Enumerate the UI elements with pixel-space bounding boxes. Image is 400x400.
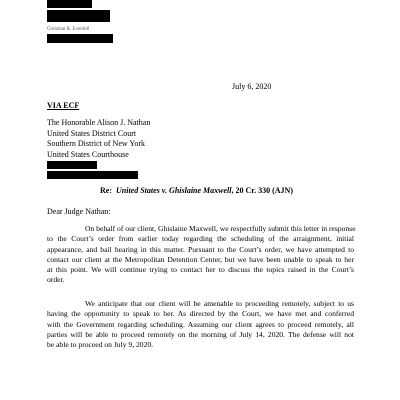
paragraph-line: having the opportunity to speak to her. As directed by the Court, we have met and conferred [47, 309, 354, 319]
subject-line [100, 186, 293, 196]
subject-case-number: , 20 Cr. 330 (AJN) [231, 186, 293, 195]
addressee-line: United States District Court [47, 128, 137, 138]
subject-prefix: Re: [100, 186, 112, 195]
salutation: Dear Judge Nathan: [47, 207, 111, 216]
body-paragraph-2 [47, 299, 354, 350]
redacted-letterhead-contact [47, 34, 113, 43]
paragraph-line: with the Government regarding scheduling. Assuming our client agrees to proceed remotely, all [47, 319, 354, 329]
paragraph-line: parties will be able to proceed remotely on the morning of July 14, 2020. The defense will not [47, 329, 354, 339]
paragraph-line: to the Court’s order from earlier today regarding the scheduling of the arraignment, initial [47, 234, 354, 244]
addressee-line: The Honorable Alison J. Nathan [47, 118, 151, 127]
paragraph-line: contact our client at the Metropolitan Detention Center, but we have been unable to speak to her [47, 254, 354, 264]
body-paragraph-1 [47, 224, 354, 286]
redacted-letterhead-top [47, 0, 92, 8]
paragraph-line: On behalf of our client, Ghislaine Maxwell, we respectfully submit this letter in response [85, 224, 356, 233]
delivery-method: VIA ECF [47, 101, 80, 110]
paragraph-line: order. [47, 275, 65, 285]
subject-case-name: United States v. Ghislaine Maxwell [116, 186, 232, 195]
paragraph-line: be able to proceed on July 9, 2020. [47, 340, 154, 350]
addressee-line: Southern District of New York [47, 139, 145, 148]
redacted-address-street [47, 161, 97, 169]
paragraph-line: appearance, and bail hearing in this matter. Pursuant to the Court’s order, we have attempted to [47, 244, 354, 254]
letter-date: July 6, 2020 [232, 82, 272, 91]
redacted-address-city [47, 171, 138, 179]
addressee-block [47, 118, 150, 160]
paragraph-line: at this point. We will continue trying to contact her to discuss the topics raised in the Court’s [47, 265, 354, 275]
paragraph-line: We anticipate that our client will be amenable to proceeding remotely, subject to us [85, 299, 354, 308]
addressee-line: United States Courthouse [47, 149, 129, 159]
letterhead-attorney-name: Christian R. Everdell [47, 27, 90, 32]
redacted-letterhead-bar [47, 10, 110, 22]
